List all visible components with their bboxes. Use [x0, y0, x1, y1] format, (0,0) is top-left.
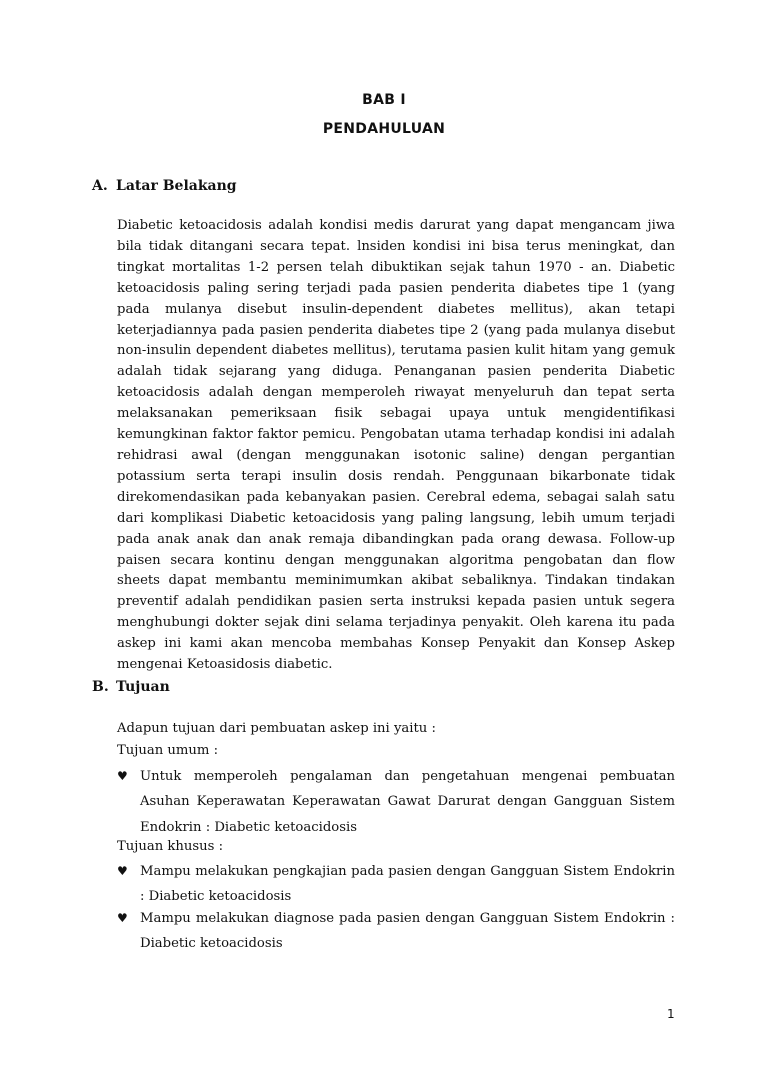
- purpose-intro: Adapun tujuan dari pembuatan askep ini yaitu :: [117, 721, 436, 736]
- list-item-text: Untuk memperoleh pengalaman dan pengetahuan mengenai pembuatan Asuhan Keperawatan Keperawatan Gawat Darurat dengan Gangguan Sistem Endokrin : Diabetic ketoacidosis: [140, 769, 675, 835]
- section-title: Latar Belakang: [116, 178, 237, 194]
- chapter-number: BAB I: [362, 92, 406, 108]
- heart-bullet-icon: ♥: [117, 911, 128, 925]
- section-letter: B.: [92, 679, 109, 695]
- section-letter: A.: [92, 178, 108, 194]
- list-item: [117, 859, 675, 910]
- section-heading-a: [92, 178, 237, 194]
- general-purpose-label: Tujuan umum :: [117, 743, 219, 758]
- background-paragraph: Diabetic ketoacidosis adalah kondisi medis darurat yang dapat mengancam jiwa bila tidak ditangani secara tepat. lnsiden kondisi ini bisa terus meningkat, dan tingkat mortalitas 1-2 persen telah dibuktikan sejak tahun 1970 - an. Diabetic ketoacidosis paling sering terjadi pada pasien penderita diabetes tipe 1 (yang pada mulanya disebut insulin-dependent diabetes mellitus), akan tetapi keterjadiannya pada pasien penderita diabetes tipe 2 (yang pada mulanya disebut non-insulin dependent diabetes mellitus), terutama pasien kulit hitam yang gemuk adalah tidak sejarang yang diduga. Penanganan pasien penderita Diabetic ketoacidosis adalah dengan memperoleh riwayat menyeluruh dan tepat serta melaksanakan pemeriksaan fisik sebagai upaya untuk mengidentifikasi kemungkinan faktor faktor pemicu. Pengobatan utama terhadap kondisi ini adalah rehidrasi awal (dengan menggunakan isotonic saline) dengan pergantian potassium serta terapi insulin dosis rendah. Penggunaan bikarbonate tidak direkomendasikan pada kebanyakan pasien. Cerebral edema, sebagai salah satu dari komplikasi Diabetic ketoacidosis yang paling langsung, lebih umum terjadi pada anak anak dan anak remaja dibandingkan pada orang dewasa. Follow-up paisen secara kontinu dengan menggunakan algoritma pengobatan dan flow sheets dapat membantu meminimumkan akibat sebaliknya. Tindakan tindakan preventif adalah pendidikan pasien serta instruksi kepada pasien untuk segera menghubungi dokter sejak dini selama terjadinya penyakit. Oleh karena itu pada askep ini kami akan mencoba membahas Konsep Penyakit dan Konsep Askep mengenai Ketoasidosis diabetic.: [117, 218, 675, 673]
- list-item-text: Mampu melakukan pengkajian pada pasien dengan Gangguan Sistem Endokrin : Diabetic ketoacidosis: [140, 864, 675, 905]
- list-item-text: Mampu melakukan diagnose pada pasien dengan Gangguan Sistem Endokrin : Diabetic ketoacidosis: [140, 911, 675, 952]
- specific-purpose-label: Tujuan khusus :: [117, 839, 224, 854]
- list-item: [117, 764, 675, 840]
- page-number: 1: [667, 1007, 675, 1021]
- section-title: Tujuan: [116, 679, 170, 695]
- chapter-title: PENDAHULUAN: [322, 121, 446, 137]
- section-heading-b: [92, 679, 170, 695]
- heart-bullet-icon: ♥: [117, 769, 128, 783]
- heart-bullet-icon: ♥: [117, 864, 128, 878]
- list-item: [117, 906, 675, 957]
